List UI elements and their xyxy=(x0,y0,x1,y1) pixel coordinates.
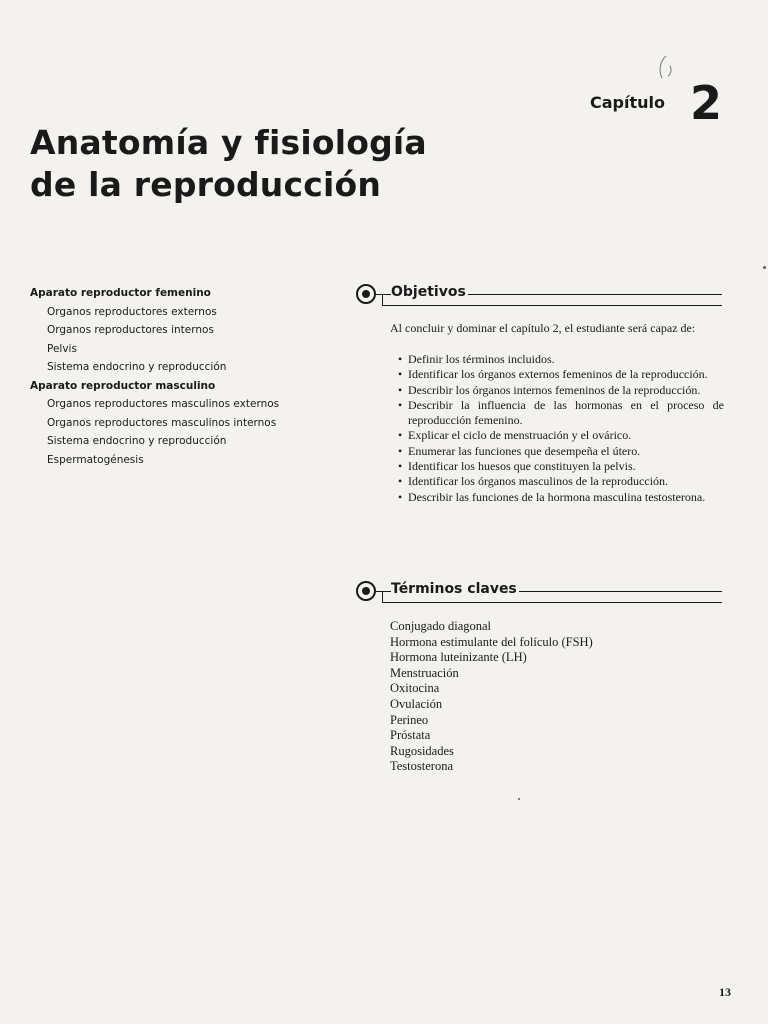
key-term-item: Rugosidades xyxy=(390,743,454,758)
contents-item: Sistema endocrino y reproducción xyxy=(47,435,227,447)
key-term-item: Testosterona xyxy=(390,759,453,774)
objective-item: • Identificar los órganos externos femeninos de la reproducción. xyxy=(408,367,724,382)
key-term-item: Ovulación xyxy=(390,696,443,711)
objective-item: • Describir la influencia de las hormonas en el proceso de reproducción femenino. xyxy=(408,398,724,429)
speck-mark xyxy=(518,798,520,800)
objectives-header xyxy=(356,284,722,310)
chapter-contents xyxy=(30,284,330,469)
key-term-item: Conjugado diagonal xyxy=(390,619,492,633)
contents-group-male: Aparato reproductor masculino xyxy=(30,379,216,392)
objective-item: • Explicar el ciclo de menstruación y el ovárico. xyxy=(408,428,724,443)
objective-item: • Definir los términos incluidos. xyxy=(408,352,724,367)
header-underline xyxy=(382,602,722,603)
chapter-title-line2: de la reproducción xyxy=(30,165,382,204)
objectives-intro: Al concluir y dominar el capítulo 2, el estudiante será capaz de: xyxy=(390,321,696,335)
key-terms-header xyxy=(356,581,722,607)
chapter-number: 2 xyxy=(690,76,723,130)
contents-item: Organos reproductores masculinos internos xyxy=(47,416,277,429)
objective-item: • Identificar los órganos masculinos de la reproducción. xyxy=(408,474,724,489)
contents-group-female: Aparato reproductor femenino xyxy=(30,287,211,299)
speck-mark xyxy=(763,266,766,269)
objective-item: • Describir las funciones de la hormona masculina testosterona. xyxy=(408,490,724,505)
contents-item: Sistema endocrino y reproducción xyxy=(47,361,227,373)
objective-item: • Enumerar las funciones que desempeña el útero. xyxy=(408,444,724,459)
key-term-item: Hormona estimulante del folículo (FSH) xyxy=(390,634,593,649)
contents-item: Pelvis xyxy=(47,342,77,355)
pen-mark-icon xyxy=(650,52,680,82)
objective-item: • Identificar los huesos que constituyen la pelvis. xyxy=(408,459,724,474)
contents-item: Espermatogénesis xyxy=(47,453,144,466)
key-terms-list xyxy=(390,619,720,775)
chapter-label: Capítulo xyxy=(590,93,665,112)
key-term-item: Próstata xyxy=(390,728,431,743)
objective-item: • Describir los órganos internos femeninos de la reproducción. xyxy=(408,383,724,398)
key-terms-heading: Términos claves xyxy=(391,581,517,597)
objectives-list xyxy=(408,352,724,505)
key-term-item: Oxitocina xyxy=(390,681,440,696)
contents-item: Organos reproductores internos xyxy=(47,324,214,336)
target-bullet-icon xyxy=(356,581,376,601)
chapter-title-line1: Anatomía y fisiología xyxy=(30,123,427,162)
contents-item: Organos reproductores masculinos externos xyxy=(47,398,280,410)
header-underline xyxy=(382,305,722,306)
key-term-item: Hormona luteinizante (LH) xyxy=(390,650,527,665)
chapter-title xyxy=(30,122,450,206)
key-term-item: Perineo xyxy=(390,712,429,727)
target-bullet-icon xyxy=(356,284,376,304)
key-term-item: Menstruación xyxy=(390,665,459,680)
contents-item: Organos reproductores externos xyxy=(47,305,217,318)
objectives-heading: Objetivos xyxy=(391,284,466,300)
page-number: 13 xyxy=(719,985,731,999)
